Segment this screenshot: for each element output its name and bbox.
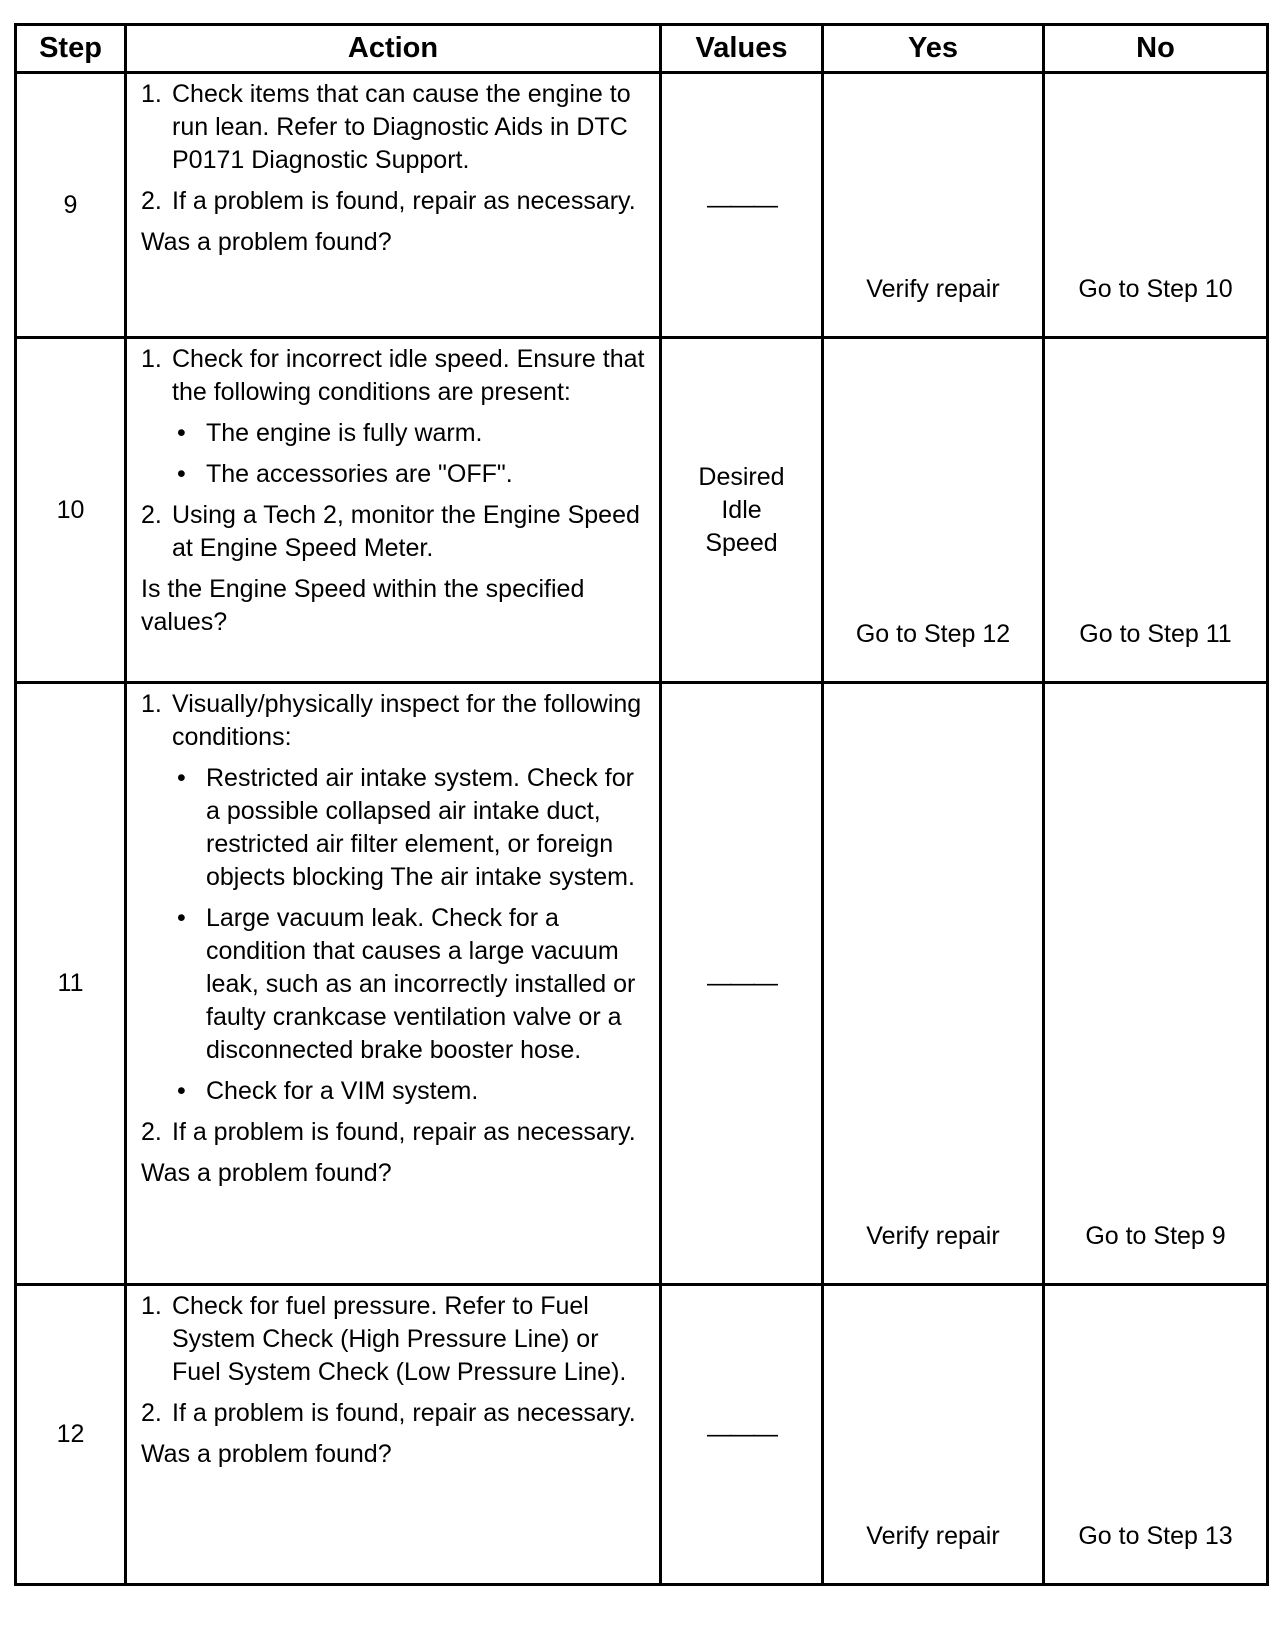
table-row (16, 338, 1268, 683)
values-cell: ——— (661, 683, 823, 1285)
action-bullet: • Check for a VIM system. (177, 1077, 479, 1105)
yes-result: Verify repair (823, 73, 1044, 338)
action-bullet: • Restricted air intake system. Check for a possible collapsed air intake duct, restricted air filter element, or foreign objects blocking The air intake system. (177, 764, 635, 891)
header-values: Values (661, 25, 823, 73)
step-number: 9 (16, 73, 126, 338)
no-result: Go to Step 13 (1044, 1285, 1268, 1585)
yes-result: Verify repair (823, 1285, 1044, 1585)
action-cell (126, 338, 661, 683)
action-item: 2. If a problem is found, repair as necessary. (141, 1118, 636, 1146)
table-row (16, 1285, 1268, 1585)
values-cell: Desired Idle Speed (661, 338, 823, 683)
action-item: 2. If a problem is found, repair as necessary. (141, 1399, 636, 1427)
values-cell: ——— (661, 73, 823, 338)
action-question: Was a problem found? (141, 1440, 392, 1468)
action-bullet: • The engine is fully warm. (177, 419, 483, 447)
action-question: Was a problem found? (141, 228, 392, 256)
action-item: 2. Using a Tech 2, monitor the Engine Speed at Engine Speed Meter. (141, 501, 640, 562)
values-cell: ——— (661, 1285, 823, 1585)
no-result: Go to Step 10 (1044, 73, 1268, 338)
no-result: Go to Step 11 (1044, 338, 1268, 683)
action-question: Is the Engine Speed within the specified values? (141, 575, 585, 636)
header-action: Action (126, 25, 661, 73)
action-item: 2. If a problem is found, repair as necessary. (141, 187, 636, 215)
header-no: No (1044, 25, 1268, 73)
yes-result: Verify repair (823, 683, 1044, 1285)
action-bullet: • The accessories are "OFF". (177, 460, 513, 488)
header-row (16, 25, 1268, 73)
action-item: 1. Check for incorrect idle speed. Ensure that the following conditions are present: (141, 345, 645, 406)
yes-result: Go to Step 12 (823, 338, 1044, 683)
step-number: 11 (16, 683, 126, 1285)
action-cell (126, 1285, 661, 1585)
table-row (16, 683, 1268, 1285)
header-yes: Yes (823, 25, 1044, 73)
action-cell (126, 683, 661, 1285)
action-item: 1. Check items that can cause the engine to run lean. Refer to Diagnostic Aids in DTC P0171 Diagnostic Support. (141, 80, 631, 174)
action-cell (126, 73, 661, 338)
action-item: 1. Check for fuel pressure. Refer to Fuel System Check (High Pressure Line) or Fuel System Check (Low Pressure Line). (141, 1292, 627, 1386)
action-item: 1. Visually/physically inspect for the following conditions: (141, 690, 642, 751)
step-number: 10 (16, 338, 126, 683)
action-question: Was a problem found? (141, 1159, 392, 1187)
table-row (16, 73, 1268, 338)
action-bullet: • Large vacuum leak. Check for a condition that causes a large vacuum leak, such as an incorrectly installed or faulty crankcase ventilation valve or a disconnected brake booster hose. (177, 904, 636, 1064)
header-step: Step (16, 25, 126, 73)
no-result: Go to Step 9 (1044, 683, 1268, 1285)
diagnostic-table (14, 23, 1269, 1586)
step-number: 12 (16, 1285, 126, 1585)
